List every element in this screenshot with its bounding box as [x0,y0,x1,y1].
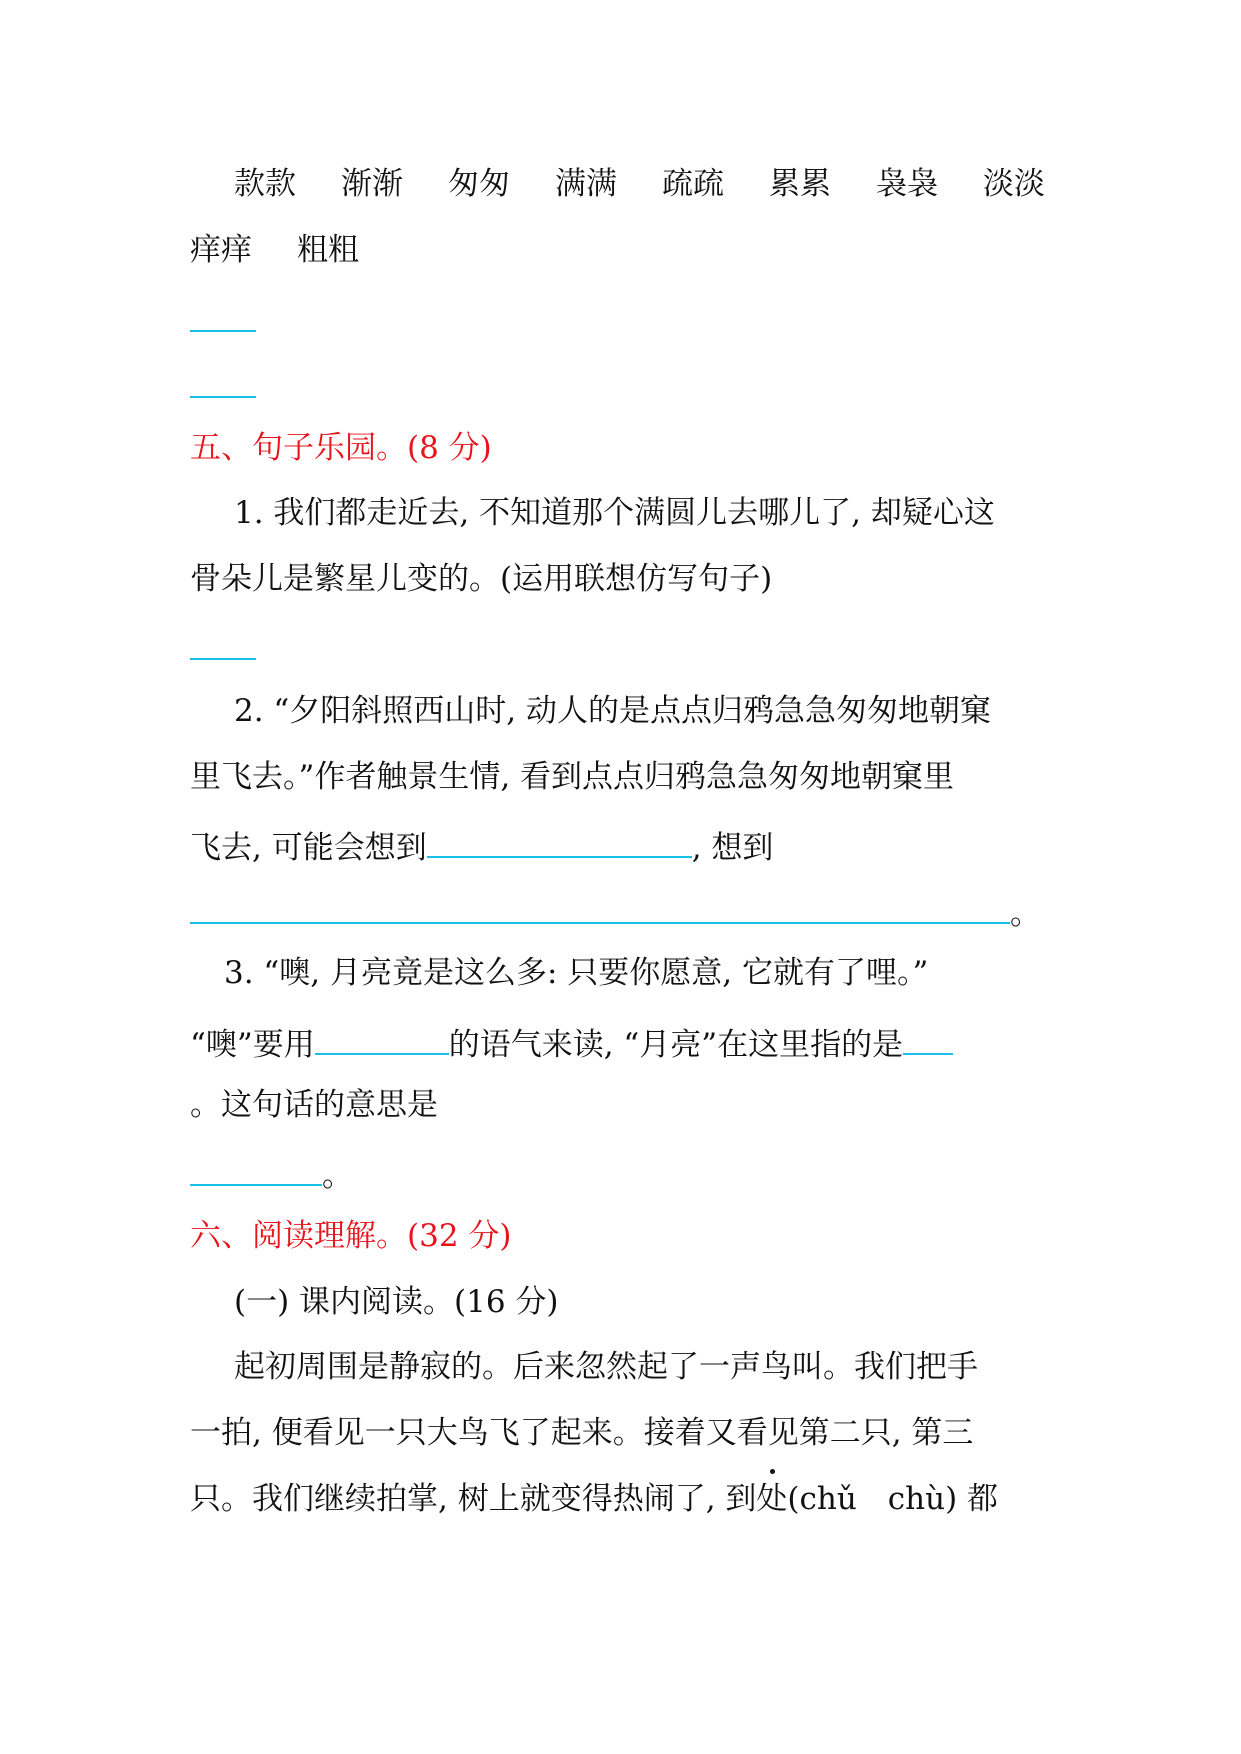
reading-para-line-3-text-a: 只。我们继续拍掌, 树上就变得热闹了, 到 [190,1481,757,1517]
q2-line-4 [190,888,1041,934]
word-item: 疏疏 [662,166,724,202]
q3-blank-3[interactable] [190,1150,322,1186]
q3-line-2 [190,1019,953,1065]
q3-blank-1[interactable] [315,1019,449,1055]
word-item: 款款 [234,166,296,202]
word-item: 匆匆 [448,166,510,202]
q2-line-3 [190,822,773,868]
answer-blank-2[interactable] [190,396,256,398]
word-item: 粗粗 [297,232,359,268]
q1-line-1: 1. 我们都走近去, 不知道那个满圆儿去哪儿了, 却疑心这 [234,495,995,531]
q2-line-2: 里飞去。”作者触景生情, 看到点点归鸦急急匆匆地朝窠里 [190,759,955,795]
word-item: 渐渐 [341,166,403,202]
word-list-row-2 [190,230,359,270]
q1-line-2: 骨朵儿是繁星儿变的。(运用联想仿写句子) [190,561,773,597]
section-5-title: 五、句子乐园。(8 分) [190,430,492,466]
q3-line-2-text-b: 的语气来读, “月亮”在这里指的是 [448,1027,904,1063]
word-item: 累累 [769,166,831,202]
q2-line-3-text-a: 飞去, 可能会想到 [190,830,427,866]
q3-blank-2[interactable] [903,1019,953,1055]
answer-blank-1[interactable] [190,330,256,332]
q2-line-3-text-b: , 想到 [691,830,774,866]
q2-blank-1[interactable] [427,822,692,858]
dotted-character: 处 [756,1481,788,1517]
q3-line-3: 。这句话的意思是 [190,1087,438,1123]
reading-para-line-2: 一拍, 便看见一只大鸟飞了起来。接着又看见第二只, 第三 [190,1415,974,1451]
word-item: 袅袅 [876,166,938,202]
reading-para-line-3 [190,1479,998,1519]
q3-line-2-text-a: “噢”要用 [190,1027,315,1063]
word-item: 淡淡 [983,166,1045,202]
word-item: 满满 [555,166,617,202]
q3-end-mark: 。 [322,1158,353,1194]
word-item: 痒痒 [190,232,252,268]
pinyin-choice: (chǔ chù) 都 [787,1481,999,1517]
subsection-1-title: (一) 课内阅读。(16 分) [234,1284,559,1320]
q2-end-mark: 。 [1010,896,1041,932]
section-6-title: 六、阅读理解。(32 分) [190,1218,512,1254]
q1-answer-blank[interactable] [190,658,256,660]
q2-line-1: 2. “夕阳斜照西山时, 动人的是点点归鸦急急匆匆地朝窠 [234,693,991,729]
q2-blank-2[interactable] [190,888,1010,924]
reading-para-line-1: 起初周围是静寂的。后来忽然起了一声鸟叫。我们把手 [234,1349,978,1385]
q3-line-1: 3. “噢, 月亮竟是这么多: 只要你愿意, 它就有了哩。” [224,955,929,991]
q3-line-4 [190,1150,353,1196]
word-list-row-1 [234,164,1045,204]
